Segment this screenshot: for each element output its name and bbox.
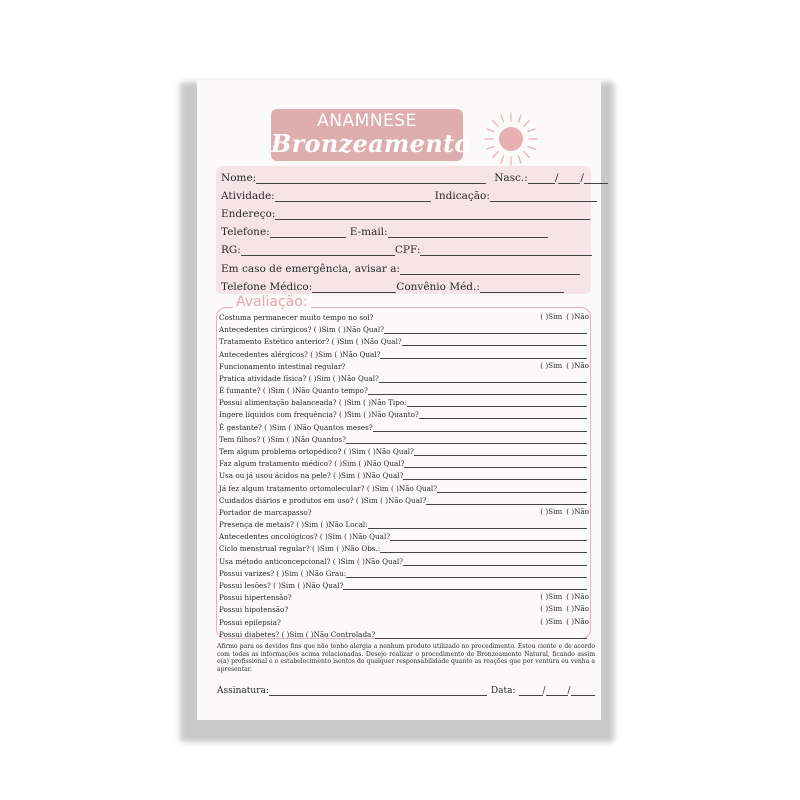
telefone-field[interactable]: [270, 227, 346, 238]
answer-field[interactable]: [375, 630, 587, 639]
question-label: Possui diabetes? ( )Sim ( )Não Controlada?: [219, 629, 376, 639]
answer-field[interactable]: [390, 532, 587, 541]
question-label: Presença de metais? ( )Sim ( )Não Local:: [219, 520, 368, 530]
answer-field[interactable]: [346, 569, 587, 578]
disclaimer-text: Afirmo para os devidos fins que não tenho alergia a nenhum produto utilizado no procedimento. Estou ciente e de acordo com todas as informações acima relacionadas. Desejo realizar o procedimento de Bronzeamento Natural, ficando assim o(a) profissional e o estabelecimento isentos de qualquer responsabilidade quanto as reações que por ventura eu venha a apresentar.: [217, 643, 595, 673]
question-row: [219, 568, 587, 578]
question-label: Usa método anticoncepcional? ( )Sim ( )Não Qual?: [219, 556, 404, 566]
row-atividade: Atividade: Indicação:: [221, 188, 597, 202]
answer-field[interactable]: [380, 350, 587, 359]
indicacao-field[interactable]: [490, 191, 597, 202]
signature-row: Assinatura: Data: / /: [217, 684, 595, 696]
nao-checkbox[interactable]: ( )Não: [566, 312, 589, 321]
date-day-field[interactable]: [519, 686, 543, 696]
question-label: Antecedentes cirúrgicos? ( )Sim ( )Não Qual?: [219, 325, 384, 335]
nasc-month-field[interactable]: [558, 173, 580, 184]
convenio-field[interactable]: [480, 282, 564, 293]
question-label: Possui hipertensão?: [219, 593, 292, 603]
question-label: Antecedentes alérgicos? ( )Sim ( )Não Qual?: [219, 349, 381, 359]
answer-field[interactable]: [373, 423, 587, 432]
question-row: [219, 385, 587, 395]
nao-checkbox[interactable]: ( )Não: [566, 616, 589, 626]
answer-field[interactable]: [368, 520, 587, 529]
sim-nao-options: [540, 604, 589, 613]
answer-field[interactable]: [403, 471, 587, 480]
question-row: [219, 312, 374, 322]
sim-nao-options: [540, 312, 589, 321]
question-row: [219, 373, 587, 383]
nao-checkbox[interactable]: ( )Não: [566, 592, 589, 602]
question-row: [219, 324, 587, 334]
question-label: É fumante? ( )Sim ( )Não Quanto tempo?: [219, 386, 368, 396]
question-label: Possui lesões? ( )Sim ( )Não Qual?: [219, 580, 344, 590]
sim-checkbox[interactable]: ( )Sim: [540, 604, 563, 614]
answer-field[interactable]: [403, 557, 587, 566]
answer-field[interactable]: [407, 398, 587, 407]
endereco-field[interactable]: [275, 209, 590, 220]
question-label: Funcionamento intestinal regular?: [219, 361, 346, 371]
answer-field[interactable]: [384, 325, 587, 334]
answer-field[interactable]: [343, 581, 587, 590]
question-label: Portador de marcapasso?: [219, 507, 312, 517]
answer-field[interactable]: [368, 386, 587, 395]
question-row: [219, 470, 587, 480]
sim-nao-options: [540, 592, 589, 601]
date-month-field[interactable]: [546, 686, 568, 696]
email-field[interactable]: [388, 227, 548, 238]
question-row: [219, 397, 587, 407]
answer-field[interactable]: [437, 484, 587, 493]
answer-field[interactable]: [414, 447, 587, 456]
title-banner: [271, 109, 471, 161]
answer-field[interactable]: [346, 435, 587, 444]
title-bronzeamento: Bronzeamento: [271, 129, 471, 158]
answer-field[interactable]: [419, 410, 587, 419]
question-label: Costuma permanecer muito tempo no sol?: [219, 313, 374, 322]
question-label: Possui varizes? ( )Sim ( )Não Grau:: [219, 568, 347, 578]
sim-checkbox[interactable]: ( )Sim: [540, 312, 563, 321]
question-row: [219, 409, 587, 419]
emergencia-field[interactable]: [400, 264, 580, 275]
question-label: Tem algum problema ortopédico? ( )Sim ( )Não Qual?: [219, 446, 414, 456]
question-row: [219, 580, 587, 590]
sim-checkbox[interactable]: ( )Sim: [540, 592, 563, 602]
answer-field[interactable]: [426, 496, 587, 505]
question-row: [219, 592, 292, 602]
answer-field[interactable]: [404, 459, 587, 468]
question-row: [219, 617, 281, 627]
question-row: [219, 422, 587, 432]
nao-checkbox[interactable]: ( )Não: [566, 360, 589, 370]
question-row: [219, 495, 587, 505]
signature-field[interactable]: [269, 686, 487, 696]
anamnese-sheet: [197, 80, 601, 720]
row-endereco: Endereço:: [221, 206, 590, 220]
nasc-year-field[interactable]: [584, 173, 608, 184]
row-telefone: Telefone: E-mail:: [221, 224, 548, 238]
sim-nao-options: [540, 507, 589, 516]
question-label: Ingere líquidos com frequência? ( )Sim ( )Não Quanto?: [219, 410, 419, 420]
question-label: Cuidados diários e produtos em uso? ( )Sim ( )Não Qual?: [219, 495, 427, 505]
question-label: Possui hipotensão?: [219, 605, 289, 615]
question-row: [219, 629, 587, 639]
question-row: [219, 604, 288, 614]
row-telefone-medico: Telefone Médico: Convênio Méd.:: [221, 279, 564, 293]
question-row: [219, 543, 587, 553]
telefone-medico-field[interactable]: [312, 282, 396, 293]
sun-icon: [482, 110, 540, 168]
question-label: Faz algum tratamento médico? ( )Sim ( )Não Qual?: [219, 459, 405, 469]
question-label: Possui epilepsia?: [219, 617, 281, 627]
atividade-field[interactable]: [275, 191, 431, 202]
nao-checkbox[interactable]: ( )Não: [566, 604, 589, 614]
question-row: [219, 507, 312, 517]
sim-nao-options: [540, 361, 589, 370]
question-label: Tem filhos? ( )Sim ( )Não Quantos?: [219, 434, 346, 444]
question-row: [219, 336, 587, 346]
nasc-day-field[interactable]: [528, 173, 555, 184]
sim-checkbox[interactable]: ( )Sim: [540, 506, 563, 516]
date-year-field[interactable]: [571, 686, 595, 696]
question-row: [219, 531, 587, 541]
nao-checkbox[interactable]: ( )Não: [566, 506, 589, 516]
question-row: [219, 556, 587, 566]
question-label: Já fez algum tratamento ortomolecular? ( )Sim ( )Não Qual?: [219, 483, 438, 493]
question-row: [219, 446, 587, 456]
question-label: Pratica atividade física? ( )Sim ( )Não Qual?: [219, 373, 379, 383]
question-row: [219, 434, 587, 444]
rg-field[interactable]: [241, 245, 395, 256]
sim-checkbox[interactable]: ( )Sim: [540, 616, 563, 626]
question-row: [219, 361, 345, 371]
row-rg: RG: CPF:: [221, 242, 592, 256]
question-label: Ciclo menstrual regular? ( )Sim ( )Não Obs.:: [219, 544, 381, 554]
cpf-field[interactable]: [420, 245, 592, 256]
sim-nao-options: [540, 617, 589, 626]
nome-field[interactable]: [256, 173, 486, 184]
row-nome: Nome: Nasc.: / /: [221, 170, 608, 184]
question-row: [219, 458, 587, 468]
question-label: Tratamento Estético anterior? ( )Sim ( )Não Qual?: [219, 337, 402, 347]
question-row: [219, 483, 587, 493]
title-anamnese: ANAMNESE: [317, 111, 417, 131]
sim-checkbox[interactable]: ( )Sim: [540, 360, 563, 370]
answer-field[interactable]: [402, 337, 587, 346]
answer-field[interactable]: [380, 544, 587, 553]
question-row: [219, 349, 587, 359]
question-row: [219, 519, 587, 529]
question-label: Usa ou já usou ácidos na pele? ( )Sim ( )Não Qual?: [219, 471, 404, 481]
question-label: Antecedentes oncológicos? ( )Sim ( )Não Qual?: [219, 532, 391, 542]
question-label: Possui alimentação balanceada? ( )Sim ( )Não Tipo:: [219, 398, 407, 408]
evaluation-title: Avaliação:: [233, 294, 311, 310]
row-emergencia: Em caso de emergência, avisar a:: [221, 261, 580, 275]
question-label: É gestante? ( )Sim ( )Não Quantos meses?: [219, 422, 373, 432]
answer-field[interactable]: [379, 374, 587, 383]
